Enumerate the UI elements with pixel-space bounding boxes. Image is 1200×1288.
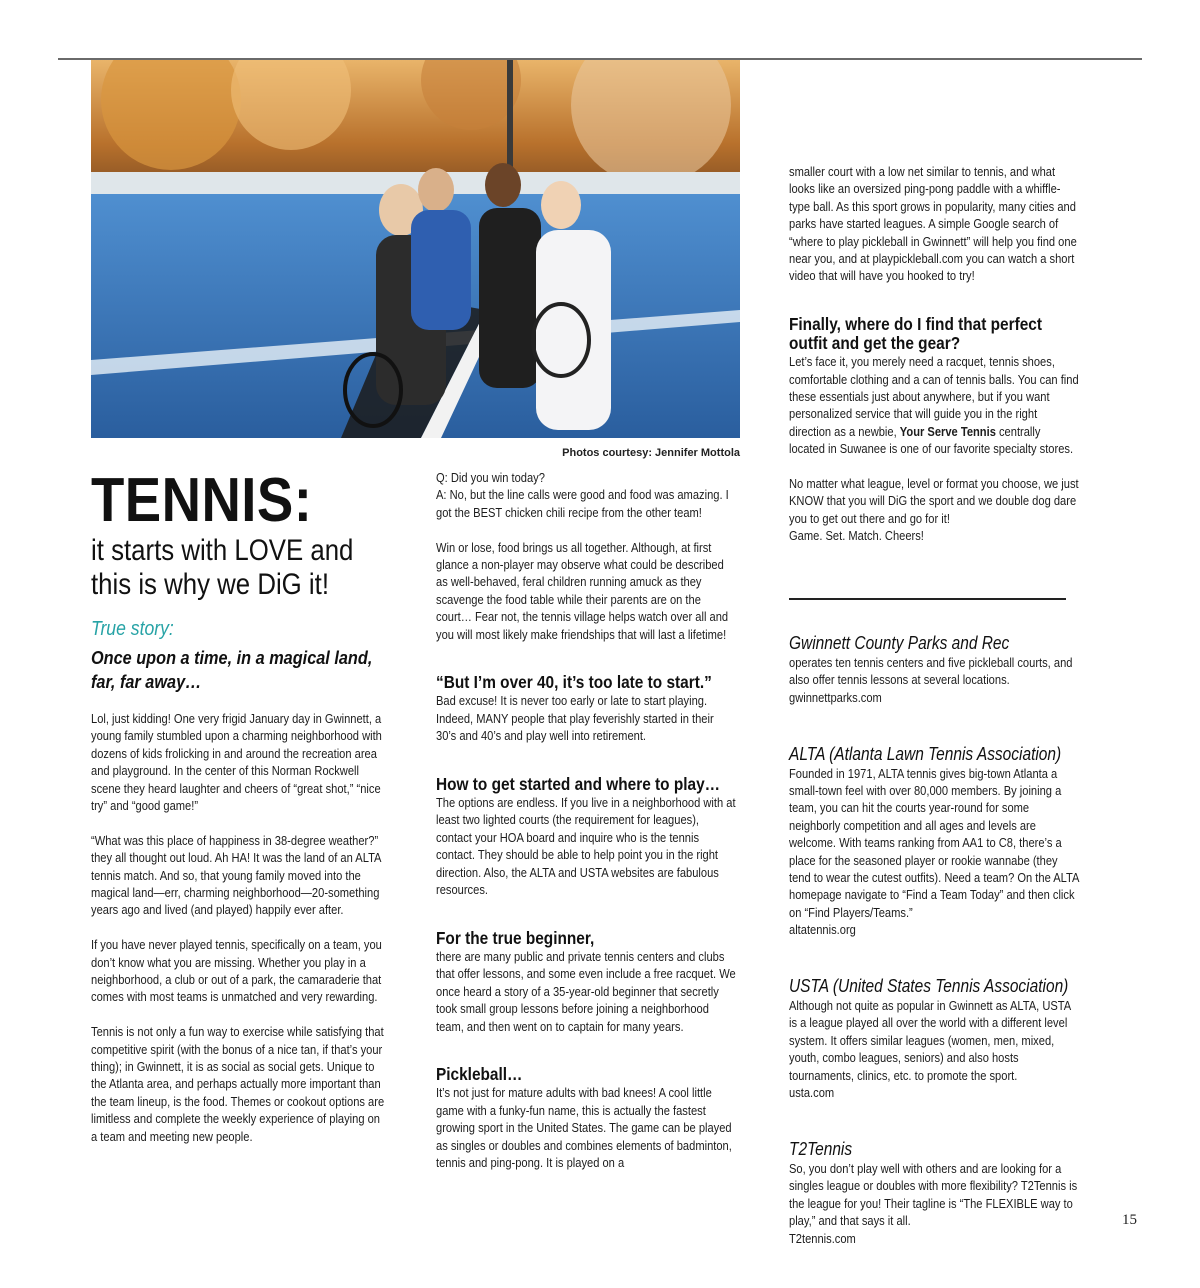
qa-question: Q: Did you win today? — [436, 470, 545, 485]
subtitle-line-2: this is why we DiG it! — [91, 568, 329, 601]
resource-text: operates ten tennis centers and five pickleball courts, and also offer tennis lessons at several locations. — [789, 655, 1073, 688]
paragraph: Tennis is not only a fun way to exercise while satisfying that competitive spirit (with the bonus of a nice tan, if that’s your thing); in Gwinnett, it is as social as social gets. Unique to the Atlanta area, and perhaps actually more important than the team lineup, is the food. Themes or cookout options are limitless and complete the weekly experience of playing on a team and meeting new people. — [91, 1024, 385, 1144]
resource-url: gwinnettparks.com — [789, 689, 882, 705]
paragraph: Lol, just kidding! One very frigid January day in Gwinnett, a young family stumbled upon a charming neighborhood with dozens of kids frolicking in and around the recreation area and playground. In the center of this Norman Rockwell scene they heard laughter and cheers of “great shot,” “nice try” and “good game!” — [91, 711, 382, 814]
paragraph — [789, 353, 1079, 457]
resource-item — [789, 975, 1079, 1101]
text-run: centrally located in Suwanee is one of our favorite specialty stores. — [789, 423, 1074, 457]
page-title: TENNIS: — [91, 466, 313, 535]
paragraph: The options are endless. If you live in a neighborhood with at least two lighted courts (the requirement for leagues), contact your HOA board and inquire who is the tennis contact. They should be able to help point you in the right direction. Also, the ALTA and USTA websites are fabulous resources. — [436, 795, 736, 898]
paragraph: smaller court with a low net similar to tennis, and what looks like an oversized ping-pong paddle with a whiffle-type ball. As this sport grows in popularity, many cities and parks have started leagues. A simple Google search of “where to play pickleball in Gwinnett” will help you find one near you, and at playpickleball.com you can watch a short video that will have you hooked to try! — [789, 164, 1077, 284]
paragraph: Win or lose, food brings us all together. Although, at first glance a non-player may observe what could be described as well-behaved, feral children running amuck as they scavenge the food table while their parents are on the court… Fear not, the tennis village helps watch over all and you will most likely make friendships that will last a lifetime! — [436, 539, 729, 642]
section-heading: Pickleball… — [436, 1064, 523, 1085]
resource-url: T2tennis.com — [789, 1230, 856, 1246]
headline — [91, 468, 411, 602]
section-heading: “But I’m over 40, it’s too late to start.” — [436, 672, 712, 693]
section-heading: For the true beginner, — [436, 927, 595, 948]
resource-item — [789, 743, 1079, 939]
page-number: 15 — [1122, 1212, 1137, 1228]
resource-text: Although not quite as popular in Gwinnett as ALTA, USTA is a league played all over the world with a different level system. It offers similar leagues (women, men, mixed, youth, combo leagues, seniors) and also hosts tournaments, clinics, etc. to promote the sport. — [789, 998, 1071, 1083]
resource-text: So, you don’t play well with others and are looking for a singles league or doubles with more flexibility? T2Tennis is the league for you! Their tagline is “The FLEXIBLE way to play,” and that says it all. — [789, 1160, 1078, 1229]
resource-text: Founded in 1971, ALTA tennis gives big-town Atlanta a small-town feel with over 80,000 members. By joining a team, you can hit the courts year-round for some neighborly competition and all ages and levels are welcome. With teams ranking from AA1 to C8, there’s a place for the seasoned player or rookie wannabe (they tend to wear the cutest outfits). Need a team? On the ALTA homepage navigate to “Find a Team Today” and then click on “Find Players/Teams.” — [789, 765, 1079, 920]
paragraph: Bad excuse! It is never too early or late to start playing. Indeed, MANY people that play feverishly started in their 30’s and 40’s and play well into retirement. — [436, 693, 714, 744]
store-name: Your Serve Tennis — [899, 423, 996, 439]
paragraph: Game. Set. Match. Cheers! — [789, 528, 924, 544]
section-heading: Finally, where do I find that perfect outfit and get the gear? — [789, 314, 1042, 354]
paragraph: “What was this place of happiness in 38-degree weather?” they all thought out loud. Ah HA! It was the land of an ALTA tennis match. And so, that young family moved into the magical land—err, charming neighborhood—20-something years ago and lived (and played) happily ever after. — [91, 832, 381, 918]
subtitle-line-1: it starts with LOVE and — [91, 534, 354, 567]
true-story-label: True story: — [91, 618, 174, 640]
qa-answer: A: No, but the line calls were good and food was amazing. I got the BEST chicken chili recipe from the other team! — [436, 487, 729, 520]
resource-name: USTA (United States Tennis Association) — [789, 976, 1069, 997]
column-3 — [789, 163, 1079, 562]
paragraph: there are many public and private tennis centers and clubs that offer lessons, and some even include a free racquet. We once heard a story of a 35-year-old beginner that secretly took small group lessons before joining a neighborhood team, and then went on to captain for many years. — [436, 948, 736, 1034]
intro-tagline: Once upon a time, in a magical land, far, far away… — [91, 647, 373, 692]
resources-list — [789, 632, 1079, 1264]
resource-name: Gwinnett County Parks and Rec — [789, 633, 1010, 653]
resource-url: usta.com — [789, 1085, 835, 1101]
resource-name: ALTA (Atlanta Lawn Tennis Association) — [789, 743, 1062, 764]
section-heading: How to get started and where to play… — [436, 774, 721, 795]
paragraph: If you have never played tennis, specifically on a team, you don’t know what you are missing. Whether you play in a neighborhood, a club or out of a park, the camaraderie that comes with most teams is unmatched and very rewarding. — [91, 937, 382, 1005]
section-divider — [789, 598, 1066, 600]
photo-caption: Photos courtesy: Jennifer Mottola — [562, 447, 740, 459]
paragraph: It’s not just for mature adults with bad knees! A cool little game with a funky-fun name, this is actually the fastest growing sport in the United States. The game can be played as singles or doubles and combines elements of badminton, tennis and ping-pong. It is played on a — [436, 1085, 732, 1170]
paragraph: No matter what league, level or format you choose, we just KNOW that you will DiG the sport and we double dog dare you to get out there and go for it! — [789, 476, 1079, 526]
resource-name: T2Tennis — [789, 1138, 853, 1159]
resource-item — [789, 1138, 1079, 1247]
column-2 — [436, 469, 736, 1189]
column-1 — [91, 710, 387, 1163]
tennis-players-photo — [91, 60, 740, 438]
resource-item — [789, 632, 1079, 706]
resource-url: altatennis.org — [789, 922, 856, 938]
text-run: Let’s face it, you merely need a racquet, tennis shoes, comfortable clothing and a can of tennis balls. You can find these essentials just about anywhere, but if you want personalized service that will guide you in the right direction as a newbie, — [789, 354, 1079, 439]
